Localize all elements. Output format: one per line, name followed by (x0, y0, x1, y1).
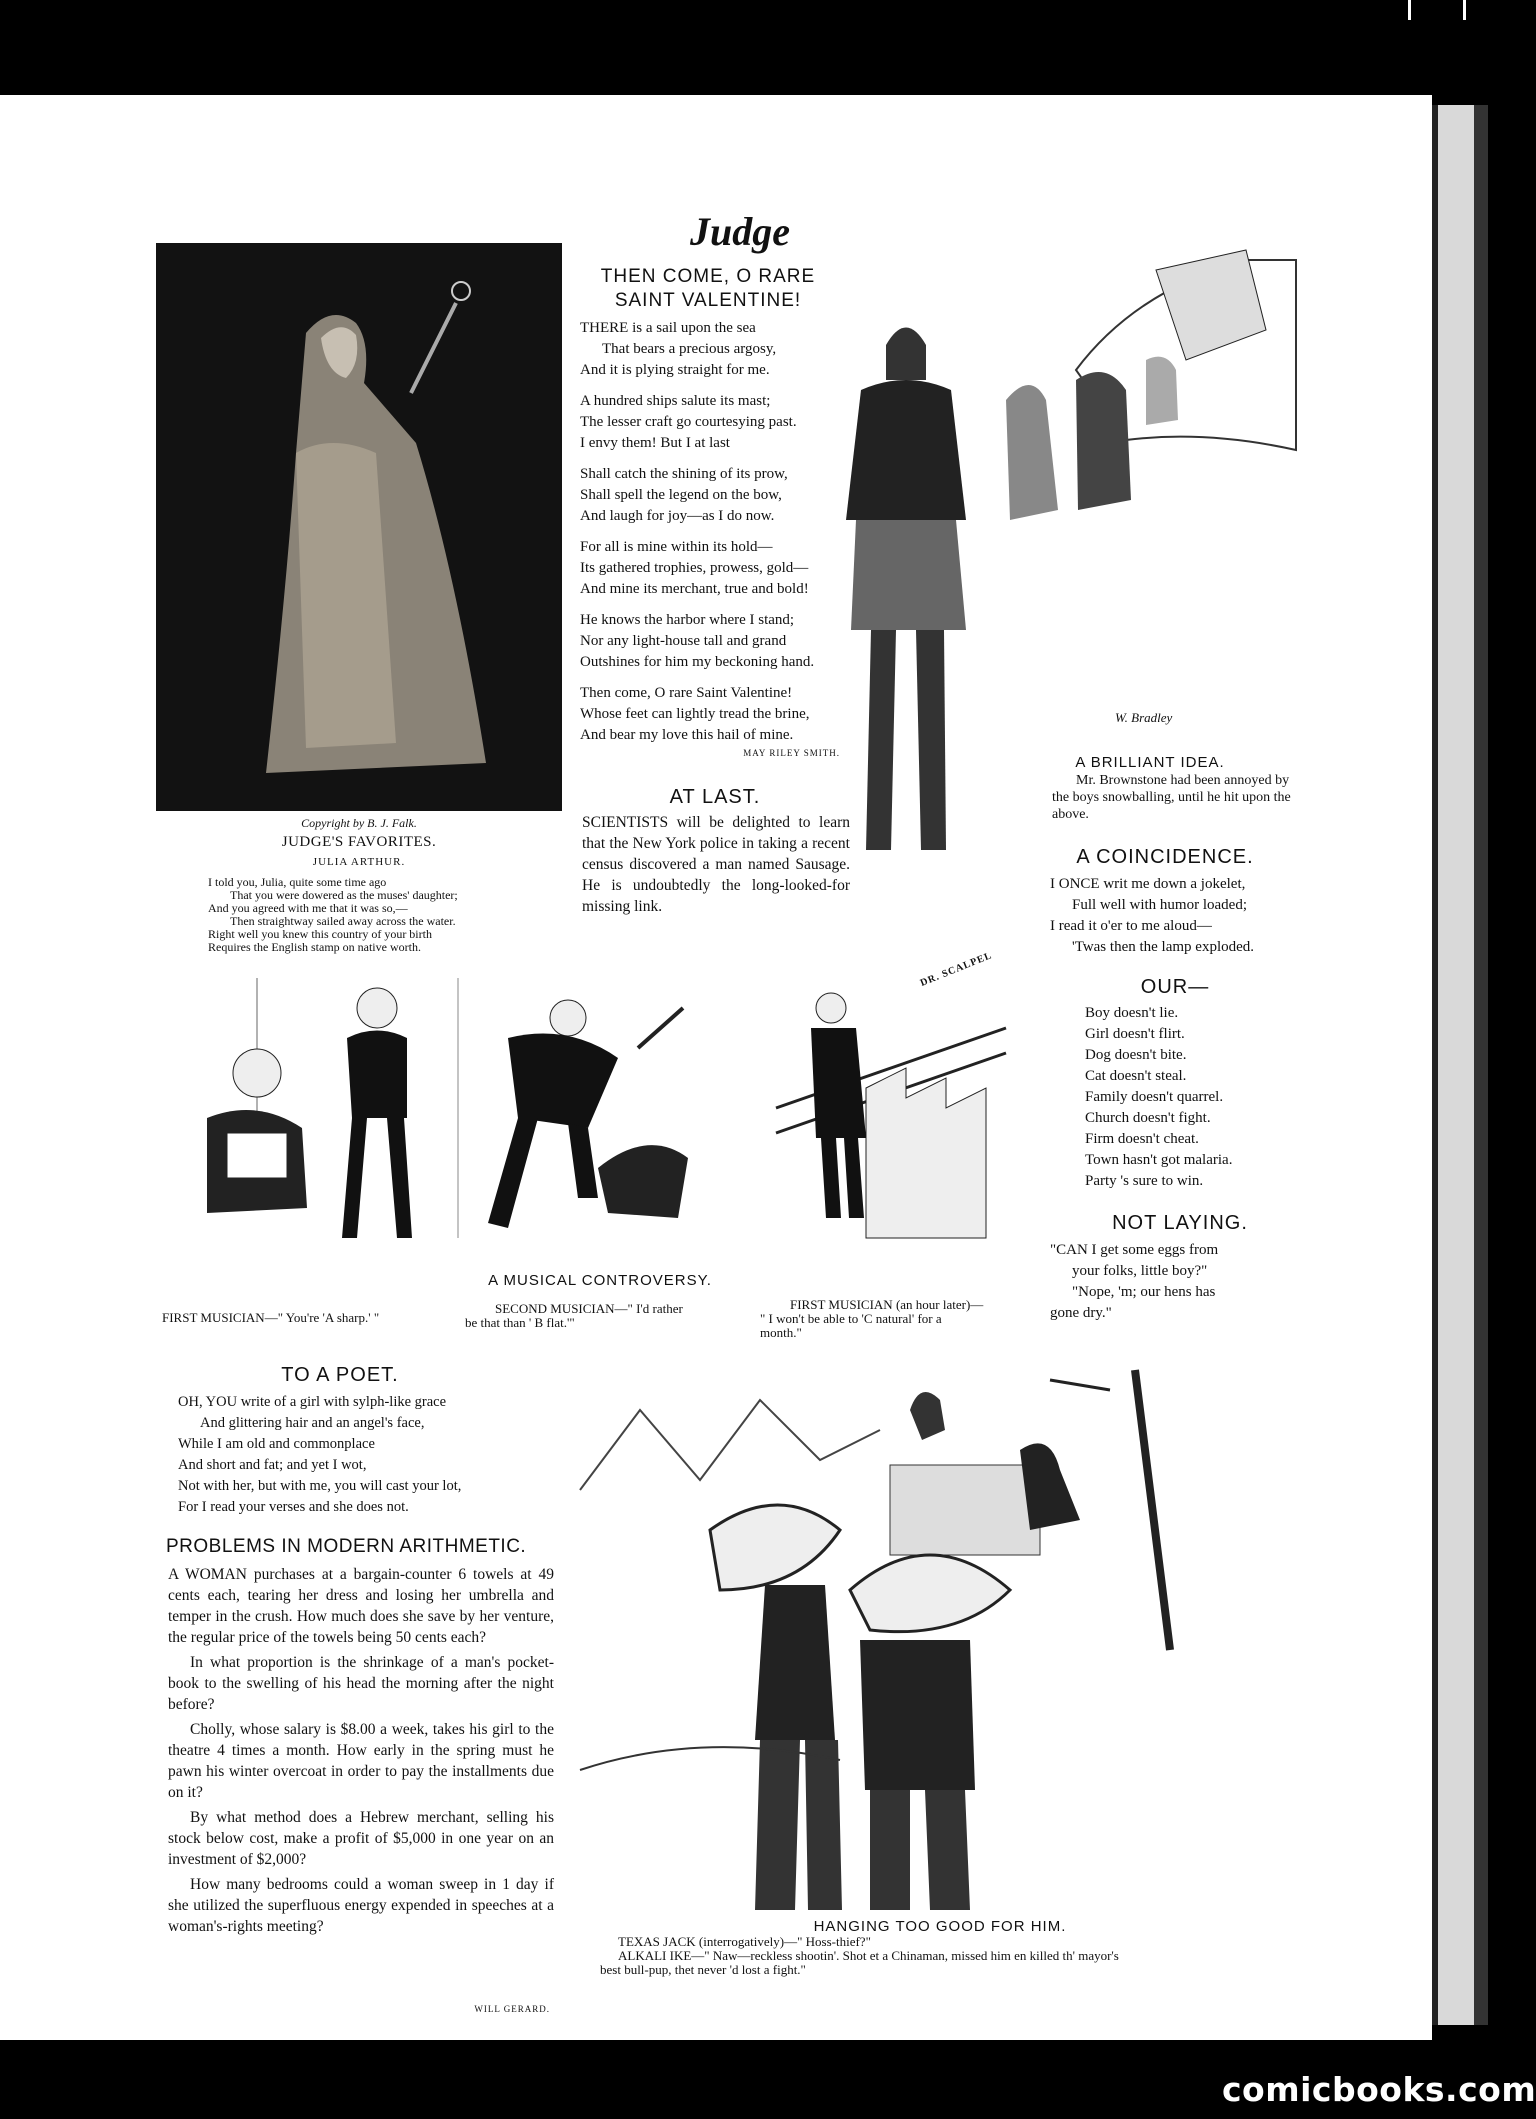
coincidence-verse: I ONCE writ me down a jokelet, Full well with humor loaded; I read it o'er to me aloud— 'Twas then the lamp exploded. (1050, 876, 1255, 955)
coincidence-title: A COINCIDENCE. (1076, 846, 1254, 868)
illustration-knight-snowball (826, 250, 1301, 760)
problems-title: PROBLEMS IN MODERN ARITHMETIC. (166, 1536, 527, 1557)
hanging-title: HANGING TOO GOOD FOR HIM. (813, 1918, 1067, 1935)
watermark: comicbooks.com (1222, 2070, 1536, 2109)
valentine-author: MAY RILEY SMITH. (743, 748, 840, 758)
musical-caption-1: FIRST MUSICIAN—" You're 'A sharp.' " (162, 1310, 380, 1325)
musical-panel-1 (162, 968, 432, 1258)
problems-text: A WOMAN purchases at a bargain-counter 6 towels at 49 cents each, tearing her dress and losing her umbrella and temper in the crush. How much does she save by her venture, the regular price of the towels being 50 cents each? In what proportion is the shrinkage of a man's pocket-book to the swelling of his head the morning after the night before? Cholly, whose salary is $8.00 a week, takes his girl to the theatre 4 times a month. How early in the spring must he pawn his winter overcoat in order to pay the installments due on it? By what method does a Hebrew merchant, selling his stock below cost, make a profit of $5,000 in one year on an investment of $2,000? How many bedrooms could a woman sweep in 1 day if she utilized the superfluous energy expended in speeches at a woman's-rights meeting? (168, 1566, 554, 1935)
musical-panel-2 (448, 968, 748, 1258)
musical-caption-3: FIRST MUSICIAN (an hour later)— " I won't be able to 'C natural' for a month." (760, 1297, 984, 1340)
valentine-title-2: SAINT VALENTINE! (614, 290, 802, 311)
brilliant-title: A BRILLIANT IDEA. (1075, 754, 1225, 771)
musical-caption-2: SECOND MUSICIAN—" I'd rather be that than ' B flat.'" (465, 1301, 683, 1330)
photo-subtitle: JULIA ARTHUR. (312, 856, 406, 868)
sign-dr-scalpel: DR. SCALPEL (918, 950, 994, 989)
our-title: OUR— (1140, 976, 1210, 998)
at-last-text: SCIENTISTS will be delighted to learn that the New York police in taking a recent census discovered a man named Sausage. He is undoubtedly the long-looked-for missing link. (582, 814, 850, 915)
poet-title: TO A POET. (281, 1364, 399, 1386)
crop-mark (1408, 0, 1411, 20)
photo-title: JUDGE'S FAVORITES. (281, 834, 437, 850)
problems-author: WILL GERARD. (474, 2004, 550, 2014)
musical-panel-3 (756, 968, 1036, 1258)
crop-mark (1463, 0, 1466, 20)
artist-signature: W. Bradley (1115, 710, 1173, 725)
photo-credit: Copyright by B. J. Falk. (301, 816, 417, 830)
masthead-logo: Judge (690, 209, 790, 254)
photo-julia-arthur (156, 243, 562, 811)
illustration-hanging (580, 1370, 1300, 1915)
our-list: Boy doesn't lie. Girl doesn't flirt. Dog doesn't bite. Cat doesn't steal. Family doesn't quarrel. Church doesn't fight. Firm doesn't cheat. Town hasn't got malaria. Party 's sure to win. (1085, 1005, 1233, 1189)
brilliant-text: Mr. Brownstone had been annoyed by the boys snowballing, until he hit upon the above. (1052, 773, 1291, 822)
photo-verse: I told you, Julia, quite some time ago That you were dowered as the muses' daughter; And you agreed with me that it was so,— Then straightway sailed away across the water. Right well you knew this country of your birth Requires the English stamp on native worth. (208, 875, 458, 954)
musical-title: A MUSICAL CONTROVERSY. (488, 1272, 712, 1289)
valentine-poem: THERE is a sail upon the sea That bears a precious argosy, And it is plying straight for me. A hundred ships salute its mast; The lesser craft go courtesying past. I envy them! But I at last Shall catch the shining of its prow, Shall spell the legend on the bow, And laugh for joy—as I do now. For all is mine within its hold— Its gathered trophies, prowess, gold— And mine its merchant, true and bold! He knows the harbor where I stand; Nor any light-house tall and grand Outshines for him my beckoning hand. Then come, O rare Saint Valentine! Whose feet can lightly tread the brine, And bear my love this hail of mine. (580, 320, 815, 743)
at-last-title: AT LAST. (669, 786, 761, 808)
not-laying-title: NOT LAYING. (1112, 1212, 1248, 1234)
poet-verse: OH, YOU write of a girl with sylph-like grace And glittering hair and an angel's face, While I am old and commonplace And short and fat; and yet I wot, Not with her, but with me, you will cast your lot, For I read your verses and she does not. (178, 1394, 462, 1515)
page-edge-strip (1432, 105, 1488, 2025)
valentine-title-1: THEN COME, O RARE (600, 266, 816, 287)
not-laying-text: "CAN I get some eggs from your folks, little boy?" "Nope, 'm; our hens has gone dry." (1050, 1242, 1219, 1321)
hanging-caption: TEXAS JACK (interrogatively)—" Hoss-thief?" ALKALI IKE—" Naw—reckless shootin'. Shot et a Chinaman, missed him en killed th' mayor's best bull-pup, thet never 'd lost a fight." (600, 1934, 1119, 1977)
